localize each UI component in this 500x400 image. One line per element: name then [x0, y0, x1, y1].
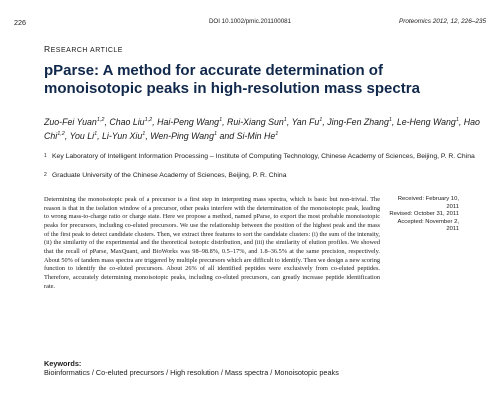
affiliation-number: 2 [44, 172, 47, 178]
author-affiliation-sup: 1,2 [144, 117, 153, 123]
author-name: Li-Yun Xiu [102, 130, 143, 141]
page-number: 226 [14, 18, 26, 27]
author-affiliation-sup: 1 [455, 117, 459, 123]
keywords-text: Bioinformatics / Co-eluted precursors / High resolution / Mass spectra / Monoisotopic peaks [44, 368, 339, 377]
author-name: Jing-Fen Zhang [327, 116, 389, 127]
author-name: Rui-Xiang Sun [227, 116, 284, 127]
article-dates [385, 196, 459, 234]
revised-date: Revised: October 31, 2011 [389, 211, 459, 218]
author-affiliation-sup: 1 [388, 117, 392, 123]
paper-title: pParse: A method for accurate determination of monoisotopic peaks in high-resolution mass spectra [44, 62, 420, 97]
author-affiliation-sup: 1,2 [96, 117, 105, 123]
author-name: Chao Liu [109, 116, 145, 127]
affiliation-number: 1 [44, 153, 47, 159]
author-name: Wen-Ping Wang [150, 130, 214, 141]
author-affiliation-sup: 1,2 [57, 130, 65, 137]
author-affiliation-sup: 1 [219, 117, 223, 123]
author-affiliation-sup: 1 [213, 130, 218, 137]
author-affiliation-sup: 1 [319, 117, 323, 123]
author-name: Le-Heng Wang [396, 116, 456, 127]
affiliation-text: Graduate University of the Chinese Academy of Sciences, Beijing, P. R. China [52, 172, 287, 179]
author-affiliation-sup: 1 [283, 117, 287, 123]
journal-citation: Proteomics 2012, 12, 226–235 [398, 18, 486, 25]
affiliation-1 [44, 152, 484, 161]
keywords-label: Keywords: [44, 359, 82, 368]
author-affiliation-sup: 1 [142, 130, 146, 137]
section-label: RESEARCH ARTICLE [44, 44, 123, 54]
abstract: Determining the monoisotopic peak of a precursor is a first step in interpreting mass spectra, which is basic but non-trivial. The reason is that in the isolation window of a precursor, other peaks interfere with the determination of the monoisotopic peak, leading to wrong mass-to-charge ratio or charge state. Here we propose a method, named pParse, to export the most probable monoisotopic peaks for precursors, including co-eluted precursors. We use the relationship between the position of the highest peak and the mass of the first peak to detect candidate clusters. Then, we extract three features to sort the candidate clusters: (i) the sum of the intensity, (ii) the similarity of the experimental and the theoretical isotopic distribution, and (iii) the similarity of elution profiles. We showed that the recall of pParse, MaxQuant, and BioWorks was 98–98.8%, 0.5–17%, and 1.8–36.5% at the same precision, respectively. About 50% of tandem mass spectra are triggered by multiple precursors which are difficult to identify. Then we design a new scoring function to identify the co-eluted precursors. About 26% of all identified peptides were exclusively from co-eluted peptides. Therefore, accurately determining monoisotopic peaks, including co-eluted precursors, can greatly increase peptide identification rate. [44, 196, 380, 290]
author-name: Si-Min He [236, 130, 276, 141]
author-name: Hai-Peng Wang [157, 116, 220, 127]
author-list: Zuo-Fei Yuan$^{1,2}$, Chao Liu$^{1,2}$, Hai-Peng Wang$^1$, Rui-Xiang Sun$^1$, Yan Fu$^1$, Jing-Fen Zhang$^1$, Le-Heng Wang$^1$, Hao Chi$^{1,2}$, You Li$^1$, Li-Yun Xiu$^1$, Wen-Ping Wang$^1$ and Si-Min He$^1$ [44, 116, 480, 141]
author-affiliation-sup: 1 [275, 130, 279, 137]
author-name: Yan Fu [291, 116, 320, 127]
affiliation-text: Key Laboratory of Intelligent Information Processing – Institute of Computing Technology, Chinese Academy of Sciences, Beijing, P. R. China [52, 153, 475, 160]
author-affiliation-sup: 1 [94, 130, 98, 137]
author-name: Hao Chi [44, 116, 480, 141]
affiliation-2 [44, 171, 484, 180]
author-name: Zuo-Fei Yuan [44, 116, 97, 127]
doi: DOI 10.1002/pmic.201100081 [208, 18, 292, 25]
received-date: Received: February 10, 2011 [397, 196, 459, 210]
accepted-date: Accepted: November 2, 2011 [397, 218, 459, 233]
author-name: You Li [69, 130, 95, 141]
